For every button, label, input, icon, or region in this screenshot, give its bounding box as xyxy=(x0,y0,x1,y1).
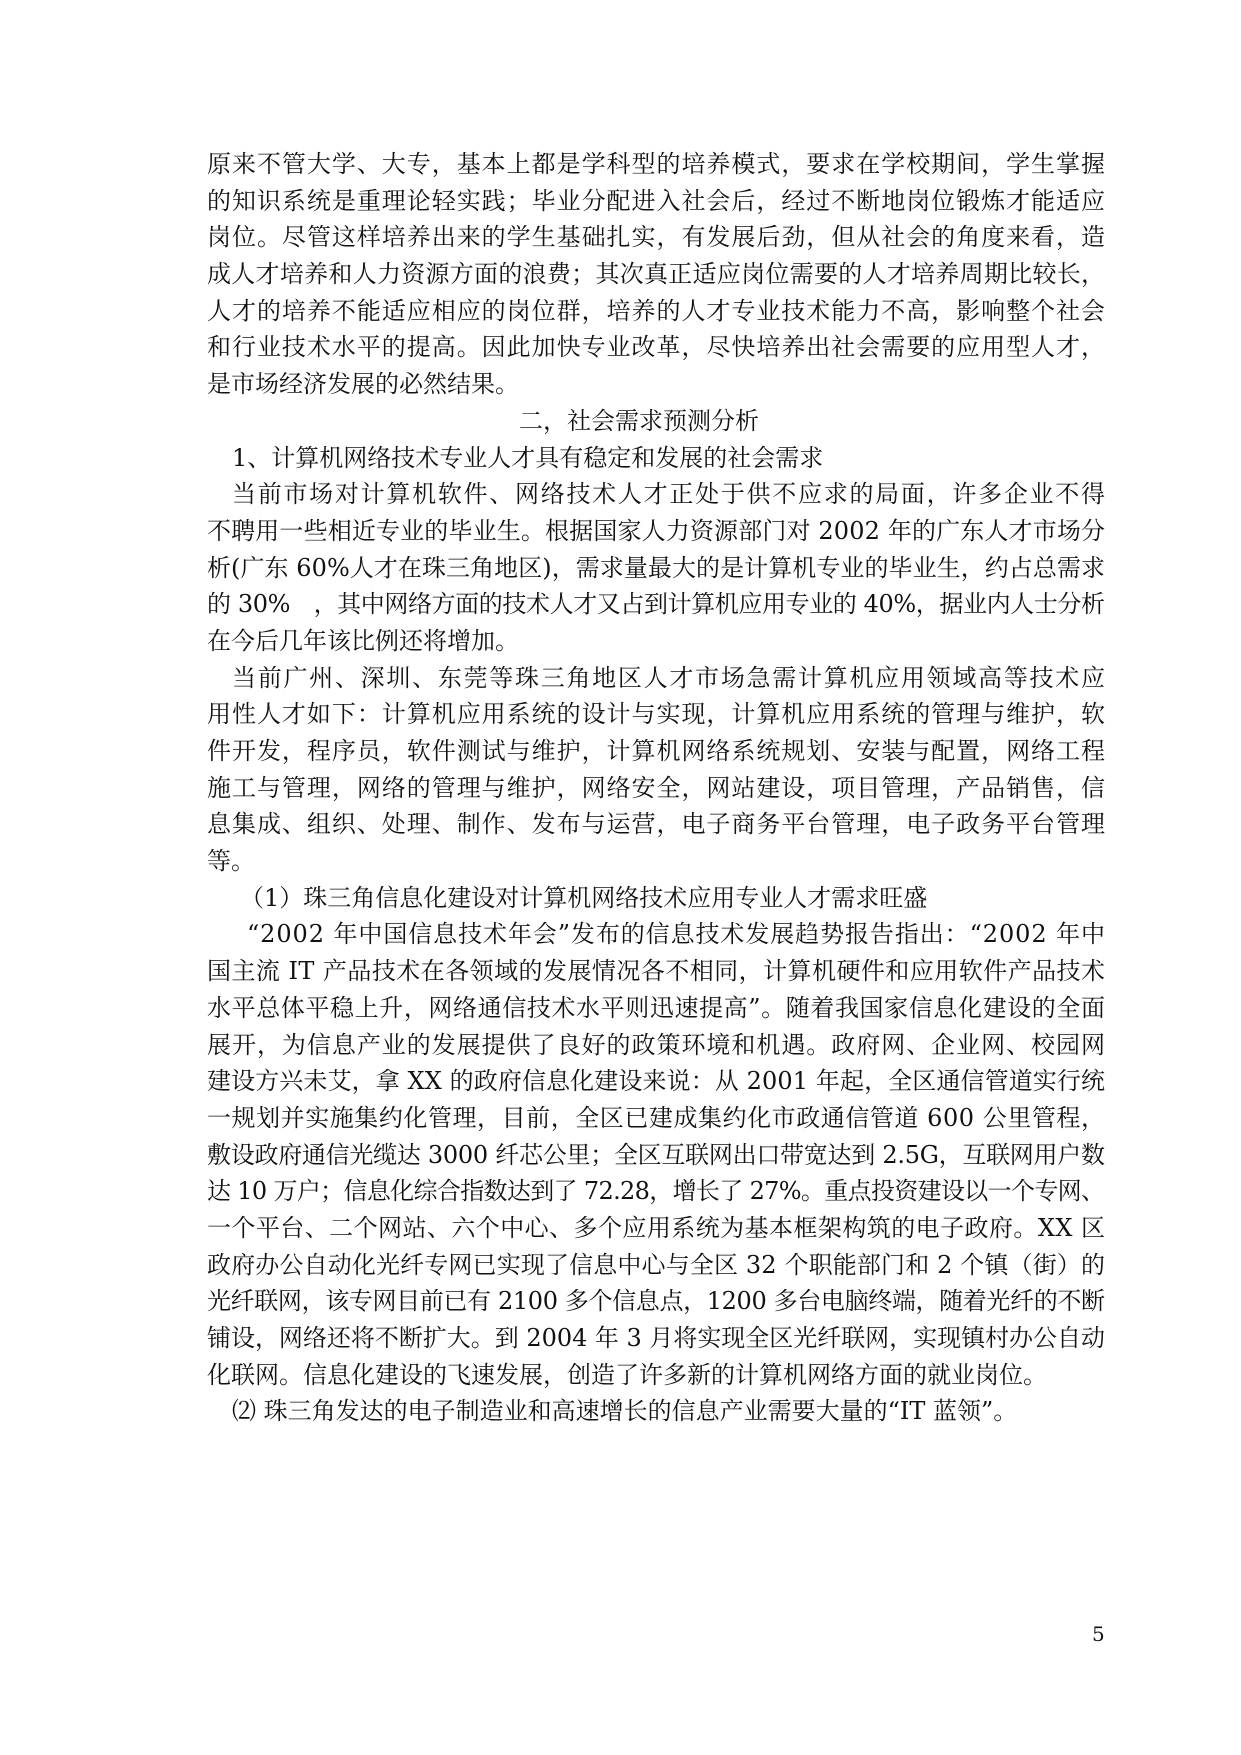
body-text-line: 光纤联网，该专网目前已有 2100 多个信息点，1200 多台电脑终端，随着光纤的不断 xyxy=(207,1287,1105,1316)
body-text-line: 施工与管理，网络的管理与维护，网络安全，网站建设，项目管理，产品销售，信 xyxy=(207,773,1106,802)
body-text-line: 的 30% ，其中网络方面的技术人才又占到计算机应用专业的 40%，据业内人士分析 xyxy=(207,590,1105,619)
body-text-line: 当前广州、深圳、东莞等珠三角地区人才市场急需计算机应用领域高等技术应 xyxy=(232,663,1107,692)
body-text-line: 成人才培养和人力资源方面的浪费；其次真正适应岗位需要的人才培养周期比较长， xyxy=(207,260,1106,289)
section-heading: 二，社会需求预测分析 xyxy=(519,406,759,435)
body-text-line: 展开，为信息产业的发展提供了良好的政策环境和机遇。政府网、企业网、校园网 xyxy=(207,1030,1106,1059)
body-text-line: 在今后几年该比例还将增加。 xyxy=(207,626,519,655)
body-text-line: 铺设，网络还将不断扩大。到 2004 年 3 月将实现全区光纤联网，实现镇村办公自动 xyxy=(207,1324,1105,1352)
body-text-line: 和行业技术水平的提高。因此加快专业改革，尽快培养出社会需要的应用型人才， xyxy=(207,333,1106,362)
subsection-heading: （1）珠三角信息化建设对计算机网络技术应用专业人才需求旺盛 xyxy=(240,883,928,912)
body-text-line: 人才的培养不能适应相应的岗位群，培养的人才专业技术能力不高，影响整个社会 xyxy=(207,296,1106,325)
body-text-line: 当前市场对计算机软件、网络技术人才正处于供不应求的局面，许多企业不得 xyxy=(232,480,1107,509)
page-number: 5 xyxy=(1092,1622,1105,1646)
document-body xyxy=(207,146,1105,1430)
body-text-line: 水平总体平稳上升，网络通信技术水平则迅速提高”。随着我国家信息化建设的全面 xyxy=(207,993,1106,1022)
body-text-line: “2002 年中国信息技术年会”发布的信息技术发展趋势报告指出：“2002 年中 xyxy=(247,920,1106,949)
subsection-heading: ⑵ 珠三角发达的电子制造业和高速增长的信息产业需要大量的“IT 蓝领”。 xyxy=(232,1397,1018,1426)
subsection-heading: 1、计算机网络技术专业人才具有稳定和发展的社会需求 xyxy=(232,443,824,472)
body-text-line: 一规划并实施集约化管理，目前，全区已建成集约化市政通信管道 600 公里管程， xyxy=(207,1103,1106,1132)
body-text-line: 原来不管大学、大专，基本上都是学科型的培养模式，要求在学校期间，学生掌握 xyxy=(207,150,1106,178)
body-text-line: 国主流 IT 产品技术在各领域的发展情况各不相同，计算机硬件和应用软件产品技术 xyxy=(207,957,1106,986)
body-text-line: 达 10 万户；信息化综合指数达到了 72.28，增长了 27%。重点投资建设以一个专网、 xyxy=(207,1177,1105,1206)
body-text-line: 等。 xyxy=(207,847,255,876)
body-text-line: 敷设政府通信光缆达 3000 纤芯公里；全区互联网出口带宽达到 2.5G，互联网用户数 xyxy=(207,1140,1105,1169)
body-text-line: 析(广东 60%人才在珠三角地区)，需求量最大的是计算机专业的毕业生，约占总需求 xyxy=(207,553,1106,582)
body-text-line: 一个平台、二个网站、六个中心、多个应用系统为基本框架构筑的电子政府。XX 区 xyxy=(207,1213,1106,1242)
body-text-line: 不聘用一些相近专业的毕业生。根据国家人力资源部门对 2002 年的广东人才市场分 xyxy=(207,516,1106,545)
body-text-line: 息集成、组织、处理、制作、发布与运营，电子商务平台管理，电子政务平台管理 xyxy=(207,810,1106,839)
body-text-line: 的知识系统是重理论轻实践；毕业分配进入社会后，经过不断地岗位锻炼才能适应 xyxy=(207,186,1106,215)
body-text-line: 是市场经济发展的必然结果。 xyxy=(207,370,519,399)
body-text-line: 岗位。尽管这样培养出来的学生基础扎实，有发展后劲，但从社会的角度来看，造 xyxy=(207,223,1106,252)
body-text-line: 件开发，程序员，软件测试与维护，计算机网络系统规划、安装与配置，网络工程 xyxy=(207,737,1106,765)
body-text-line: 用性人才如下：计算机应用系统的设计与实现，计算机应用系统的管理与维护，软 xyxy=(207,700,1106,729)
body-text-line: 建设方兴未艾，拿 XX 的政府信息化建设来说：从 2001 年起，全区通信管道实行统 xyxy=(207,1067,1106,1096)
body-text-line: 化联网。信息化建设的飞速发展，创造了许多新的计算机网络方面的就业岗位。 xyxy=(207,1360,1047,1389)
body-text-line: 政府办公自动化光纤专网已实现了信息中心与全区 32 个职能部门和 2 个镇（街）的 xyxy=(207,1250,1106,1279)
